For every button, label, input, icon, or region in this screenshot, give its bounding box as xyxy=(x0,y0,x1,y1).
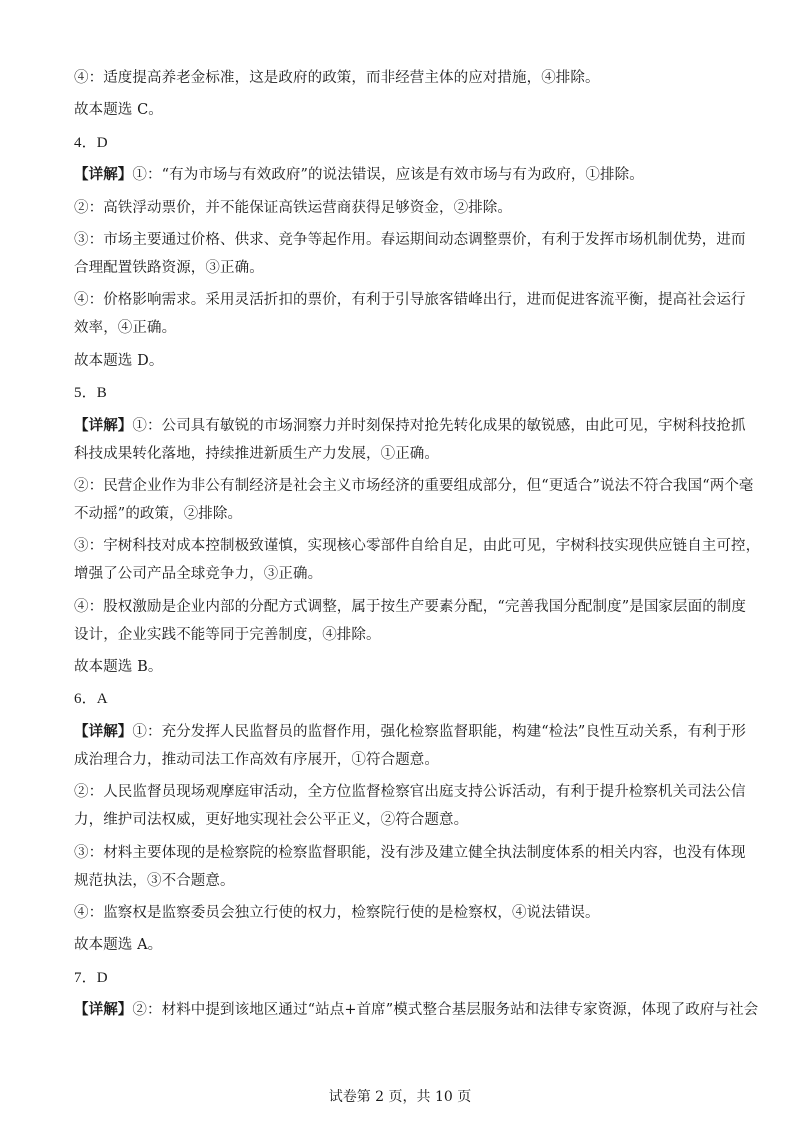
text-line xyxy=(74,810,734,830)
line-text: 规范执法，③不合题意。 xyxy=(74,872,235,889)
text-line xyxy=(74,318,734,338)
line-text: ③：市场主要通过价格、供求、竞争等起作用。春运期间动态调整票价，有利于发挥市场机制优势，进而 xyxy=(74,231,746,248)
line-text: ①：“有为市场与有效政府”的说法错误，应该是有效市场与有为政府，①排除。 xyxy=(132,167,644,184)
text-line xyxy=(74,657,734,677)
text-line xyxy=(74,1000,759,1020)
text-line xyxy=(74,230,746,250)
text-line xyxy=(74,625,734,645)
text-line xyxy=(74,903,734,923)
page-footer: 试卷第 2 页，共 10 页 xyxy=(328,1089,472,1105)
text-line xyxy=(74,290,746,310)
text-line xyxy=(74,68,734,88)
line-text: 成治理合力，推动司法工作高效有序展开，①符合题意。 xyxy=(74,751,439,768)
answer-heading xyxy=(74,383,734,403)
detail-tag: 【详解】 xyxy=(74,1001,133,1019)
detail-tag: 【详解】 xyxy=(74,416,133,434)
answer-heading xyxy=(74,968,734,988)
line-text: ①：充分发挥人民监督员的监督作用，强化检察监督职能，构建“检法”良性互动关系，有利于形 xyxy=(132,723,747,740)
line-text: 合理配置铁路资源，③正确。 xyxy=(74,259,264,276)
line-text: ④：价格影响需求。采用灵活折扣的票价，有利于引导旅客错峰出行，进而促进客流平衡，提高社会运行 xyxy=(74,292,746,309)
text-line xyxy=(74,536,761,556)
text-line xyxy=(74,416,746,436)
text-line xyxy=(74,843,746,863)
line-text: 故本题选 C。 xyxy=(74,102,163,119)
text-line xyxy=(74,476,754,496)
detail-tag: 【详解】 xyxy=(74,722,133,740)
answer-heading xyxy=(74,133,734,153)
line-text: ②：高铁浮动票价，并不能保证高铁运营商获得足够资金，②排除。 xyxy=(74,199,512,216)
line-text: 6．A xyxy=(74,691,108,708)
line-text: 7．D xyxy=(74,969,108,986)
line-text: ①：公司具有敏锐的市场洞察力并时刻保持对抢先转化成果的敏锐感，由此可见，宇树科技抢抓 xyxy=(132,417,746,434)
answer-heading xyxy=(74,689,734,709)
line-text: ②：民营企业作为非公有制经济是社会主义市场经济的重要组成部分，但“更适合”说法不符合我国“两个毫 xyxy=(74,477,754,494)
text-line xyxy=(74,100,734,120)
text-line xyxy=(74,198,734,218)
text-line xyxy=(74,871,734,891)
line-text: 效率，④正确。 xyxy=(74,320,177,337)
document-body xyxy=(74,68,761,1033)
line-text: ③：材料主要体现的是检察院的检察监督职能，没有涉及建立健全执法制度体系的相关内容，也没有体现 xyxy=(74,844,746,861)
line-text: ②：材料中提到该地区通过“站点+首席”模式整合基层服务站和法律专家资源，体现了政府与社会 xyxy=(132,1002,759,1019)
line-text: 不动摇”的政策，②排除。 xyxy=(74,505,243,522)
text-line xyxy=(74,564,734,584)
line-text: ③：宇树科技对成本控制极致谨慎，实现核心零部件自给自足，由此可见，宇树科技实现供应链自主可控， xyxy=(74,538,761,555)
line-text: 5．B xyxy=(74,385,107,402)
text-line xyxy=(74,504,734,524)
line-text: ④：股权激励是企业内部的分配方式调整，属于按生产要素分配，“完善我国分配制度”是国家层面的制度 xyxy=(74,598,747,615)
text-line xyxy=(74,782,746,802)
text-line xyxy=(74,935,734,955)
text-line xyxy=(74,597,747,617)
text-line xyxy=(74,351,734,371)
text-line xyxy=(74,444,734,464)
line-text: 故本题选 B。 xyxy=(74,659,163,676)
text-line xyxy=(74,722,747,742)
detail-tag: 【详解】 xyxy=(74,166,133,184)
text-line xyxy=(74,750,734,770)
line-text: 设计，企业实践不能等同于完善制度，④排除。 xyxy=(74,626,381,643)
line-text: 力，维护司法权威，更好地实现社会公平正义，②符合题意。 xyxy=(74,812,469,829)
line-text: 增强了公司产品全球竞争力，③正确。 xyxy=(74,566,323,583)
text-line xyxy=(74,258,734,278)
line-text: ④：适度提高养老金标准，这是政府的政策，而非经营主体的应对措施，④排除。 xyxy=(74,70,600,86)
line-text: 故本题选 A。 xyxy=(74,937,163,954)
line-text: ④：监察权是监察委员会独立行使的权力，检察院行使的是检察权，④说法错误。 xyxy=(74,905,600,922)
line-text: ②：人民监督员现场观摩庭审活动，全方位监督检察官出庭支持公诉活动，有利于提升检察机关司法公信 xyxy=(74,784,746,801)
line-text: 4．D xyxy=(74,134,108,151)
line-text: 故本题选 D。 xyxy=(74,352,164,369)
text-line xyxy=(74,165,734,185)
line-text: 科技成果转化落地，持续推进新质生产力发展，①正确。 xyxy=(74,445,439,462)
